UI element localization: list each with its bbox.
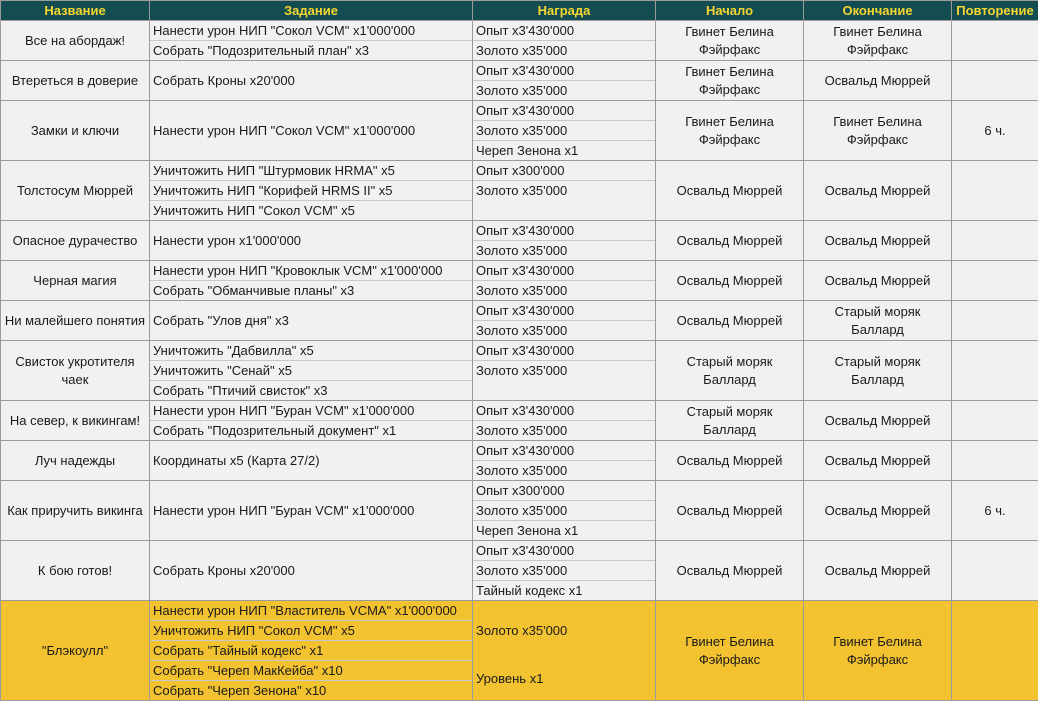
quest-name: Луч надежды (1, 441, 150, 481)
quest-end-npc: Старый моряк Баллард (804, 301, 952, 341)
reward-item-cell (473, 541, 656, 601)
reward-item: Золото x35'000 (476, 423, 568, 438)
reward-item: Золото x35'000 (476, 622, 568, 638)
task-item: Собрать Кроны x20'000 (153, 563, 295, 578)
quest-row (1, 401, 1038, 441)
task-item: Уничтожить НИП "Сокол VCM" x5 (150, 621, 472, 641)
quest-repeat (952, 161, 1038, 221)
reward-item: Череп Зенона x1 (476, 143, 579, 158)
task-item: Координаты x5 (Карта 27/2) (153, 453, 320, 468)
header-repeat: Повторение (952, 1, 1038, 21)
reward-item-cell (473, 161, 656, 221)
quest-name: Замки и ключи (1, 101, 150, 161)
reward-item: Опыт x300'000 (473, 161, 655, 181)
quest-list (1, 21, 1038, 701)
task-item-cell (150, 261, 473, 301)
task-item-cell (150, 481, 473, 541)
quest-name: Черная магия (1, 261, 150, 301)
task-item: Нанести урон НИП "Сокол VCM" x1'000'000 (153, 123, 416, 138)
task-item-cell (150, 161, 473, 221)
quest-start-npc: Освальд Мюррей (656, 161, 804, 221)
reward-item-cell (473, 21, 656, 61)
reward-item: Опыт x3'430'000 (473, 441, 655, 461)
reward-item: Золото x35'000 (476, 463, 568, 478)
reward-item: Опыт x3'430'000 (473, 341, 655, 361)
reward-item-cell (473, 481, 656, 541)
quest-start-npc: Освальд Мюррей (656, 261, 804, 301)
quest-name: Опасное дурачество (1, 221, 150, 261)
reward-item: Золото x35'000 (476, 183, 568, 198)
quest-repeat (952, 441, 1038, 481)
quest-start-npc: Освальд Мюррей (656, 441, 804, 481)
quest-start-npc: Освальд Мюррей (656, 481, 804, 541)
reward-item: Опыт x3'430'000 (473, 401, 655, 421)
reward-item: Золото x35'000 (476, 83, 568, 98)
header-name: Название (1, 1, 150, 21)
reward-item: Уровень x1 (476, 670, 544, 686)
reward-item-cell (473, 61, 656, 101)
quest-end-npc: Гвинет Белина Фэйрфакс (804, 21, 952, 61)
task-item: Уничтожить НИП "Сокол VCM" x5 (153, 203, 355, 218)
quest-end-npc: Освальд Мюррей (804, 261, 952, 301)
quest-end-npc: Освальд Мюррей (804, 161, 952, 221)
task-item: Собрать "Подозрительный план" x3 (153, 43, 369, 58)
quest-start-npc: Гвинет Белина Фэйрфакс (656, 21, 804, 61)
reward-item-cell (473, 441, 656, 481)
header-task: Задание (150, 1, 473, 21)
task-item: Нанести урон НИП "Буран VCM" x1'000'000 (150, 401, 472, 421)
quest-name: На север, к викингам! (1, 401, 150, 441)
task-item: Собрать "Обманчивые планы" x3 (153, 283, 355, 298)
quest-row (1, 541, 1038, 601)
quest-repeat: 6 ч. (952, 481, 1038, 541)
quest-end-npc: Освальд Мюррей (804, 61, 952, 101)
task-item-cell (150, 101, 473, 161)
quest-start-npc: Освальд Мюррей (656, 221, 804, 261)
quest-row (1, 441, 1038, 481)
quest-repeat (952, 601, 1038, 701)
reward-item-cell (473, 601, 656, 701)
reward-item: Опыт x300'000 (473, 481, 655, 501)
quest-start-npc: Старый моряк Баллард (656, 341, 804, 401)
task-item: Собрать "Череп МакКейба" x10 (150, 661, 472, 681)
quest-row (1, 221, 1038, 261)
task-item-cell (150, 341, 473, 401)
quest-row (1, 601, 1038, 701)
quest-repeat (952, 341, 1038, 401)
task-item-cell (150, 301, 473, 341)
quest-row (1, 101, 1038, 161)
reward-item-cell (473, 301, 656, 341)
reward-item: Опыт x3'430'000 (473, 101, 655, 121)
reward-item: Золото x35'000 (476, 283, 568, 298)
reward-item: Золото x35'000 (476, 323, 568, 338)
quest-start-npc: Гвинет Белина Фэйрфакс (656, 601, 804, 701)
reward-item: Опыт x3'430'000 (473, 21, 655, 41)
reward-item-cell (473, 401, 656, 441)
quest-row (1, 161, 1038, 221)
reward-item: Опыт x3'430'000 (473, 221, 655, 241)
quest-end-npc: Старый моряк Баллард (804, 341, 952, 401)
quest-repeat (952, 261, 1038, 301)
task-item: Уничтожить "Сенай" x5 (150, 361, 472, 381)
task-item-cell (150, 601, 473, 701)
quest-repeat (952, 221, 1038, 261)
quest-repeat: 6 ч. (952, 101, 1038, 161)
reward-item: Опыт x3'430'000 (473, 301, 655, 321)
task-item: Нанести урон x1'000'000 (153, 233, 302, 248)
task-item: Собрать "Улов дня" x3 (153, 313, 289, 328)
task-item: Собрать Кроны x20'000 (153, 73, 295, 88)
task-item: Уничтожить НИП "Корифей HRMS II" x5 (150, 181, 472, 201)
quest-start-npc: Старый моряк Баллард (656, 401, 804, 441)
reward-item-cell (473, 261, 656, 301)
reward-item: Золото x35'000 (476, 43, 568, 58)
quest-end-npc: Гвинет Белина Фэйрфакс (804, 101, 952, 161)
reward-item: Опыт x3'430'000 (473, 541, 655, 561)
header-row (1, 1, 1038, 21)
task-item: Собрать "Тайный кодекс" x1 (150, 641, 472, 661)
task-item: Нанести урон НИП "Властитель VCMA" x1'000'000 (150, 601, 472, 621)
reward-item: Тайный кодекс x1 (476, 583, 583, 598)
task-item: Нанести урон НИП "Сокол VCM" x1'000'000 (150, 21, 472, 41)
reward-item: Золото x35'000 (476, 243, 568, 258)
task-item: Собрать "Подозрительный документ" x1 (153, 423, 397, 438)
quest-name: Ни малейшего понятия (1, 301, 150, 341)
quest-end-npc: Освальд Мюррей (804, 541, 952, 601)
reward-item: Золото x35'000 (473, 121, 655, 141)
task-item: Уничтожить "Дабвилла" x5 (150, 341, 472, 361)
quest-end-npc: Освальд Мюррей (804, 441, 952, 481)
task-item: Нанести урон НИП "Кровоклык VCM" x1'000'000 (150, 261, 472, 281)
task-item-cell (150, 441, 473, 481)
reward-item: Опыт x3'430'000 (473, 61, 655, 81)
task-item: Уничтожить НИП "Штурмовик HRMA" x5 (150, 161, 472, 181)
task-item: Нанести урон НИП "Буран VCM" x1'000'000 (153, 503, 415, 518)
header-reward: Награда (473, 1, 656, 21)
quest-name: Свисток укротителя чаек (1, 341, 150, 401)
quest-repeat (952, 21, 1038, 61)
quest-name: "Блэкоулл" (1, 601, 150, 701)
quest-end-npc: Освальд Мюррей (804, 401, 952, 441)
quest-row (1, 301, 1038, 341)
quest-row (1, 21, 1038, 61)
quest-start-npc: Гвинет Белина Фэйрфакс (656, 101, 804, 161)
quest-row (1, 261, 1038, 301)
quest-row (1, 341, 1038, 401)
quest-start-npc: Освальд Мюррей (656, 541, 804, 601)
quest-row (1, 61, 1038, 101)
reward-item: Золото x35'000 (473, 501, 655, 521)
quest-end-npc: Освальд Мюррей (804, 481, 952, 541)
task-item: Собрать "Птичий свисток" x3 (153, 383, 328, 398)
quest-end-npc: Освальд Мюррей (804, 221, 952, 261)
task-item-cell (150, 61, 473, 101)
reward-item: Золото x35'000 (473, 561, 655, 581)
reward-item-cell (473, 341, 656, 401)
quest-name: Втереться в доверие (1, 61, 150, 101)
task-item-cell (150, 541, 473, 601)
reward-item-cell (473, 221, 656, 261)
quest-name: Все на абордаж! (1, 21, 150, 61)
quest-name: К бою готов! (1, 541, 150, 601)
quest-start-npc: Освальд Мюррей (656, 301, 804, 341)
reward-item: Золото x35'000 (476, 363, 568, 378)
task-item: Собрать "Череп Зенона" x10 (153, 683, 327, 698)
header-start: Начало (656, 1, 804, 21)
reward-item: Череп Зенона x1 (476, 523, 579, 538)
quest-name: Как приручить викинга (1, 481, 150, 541)
task-item-cell (150, 21, 473, 61)
task-item-cell (150, 401, 473, 441)
quest-start-npc: Гвинет Белина Фэйрфакс (656, 61, 804, 101)
reward-item-cell (473, 101, 656, 161)
quest-row (1, 481, 1038, 541)
header-end: Окончание (804, 1, 952, 21)
reward-item: Опыт x3'430'000 (473, 261, 655, 281)
quest-repeat (952, 401, 1038, 441)
task-item-cell (150, 221, 473, 261)
quest-end-npc: Гвинет Белина Фэйрфакс (804, 601, 952, 701)
quest-repeat (952, 541, 1038, 601)
quest-repeat (952, 61, 1038, 101)
quest-repeat (952, 301, 1038, 341)
quest-name: Толстосум Мюррей (1, 161, 150, 221)
